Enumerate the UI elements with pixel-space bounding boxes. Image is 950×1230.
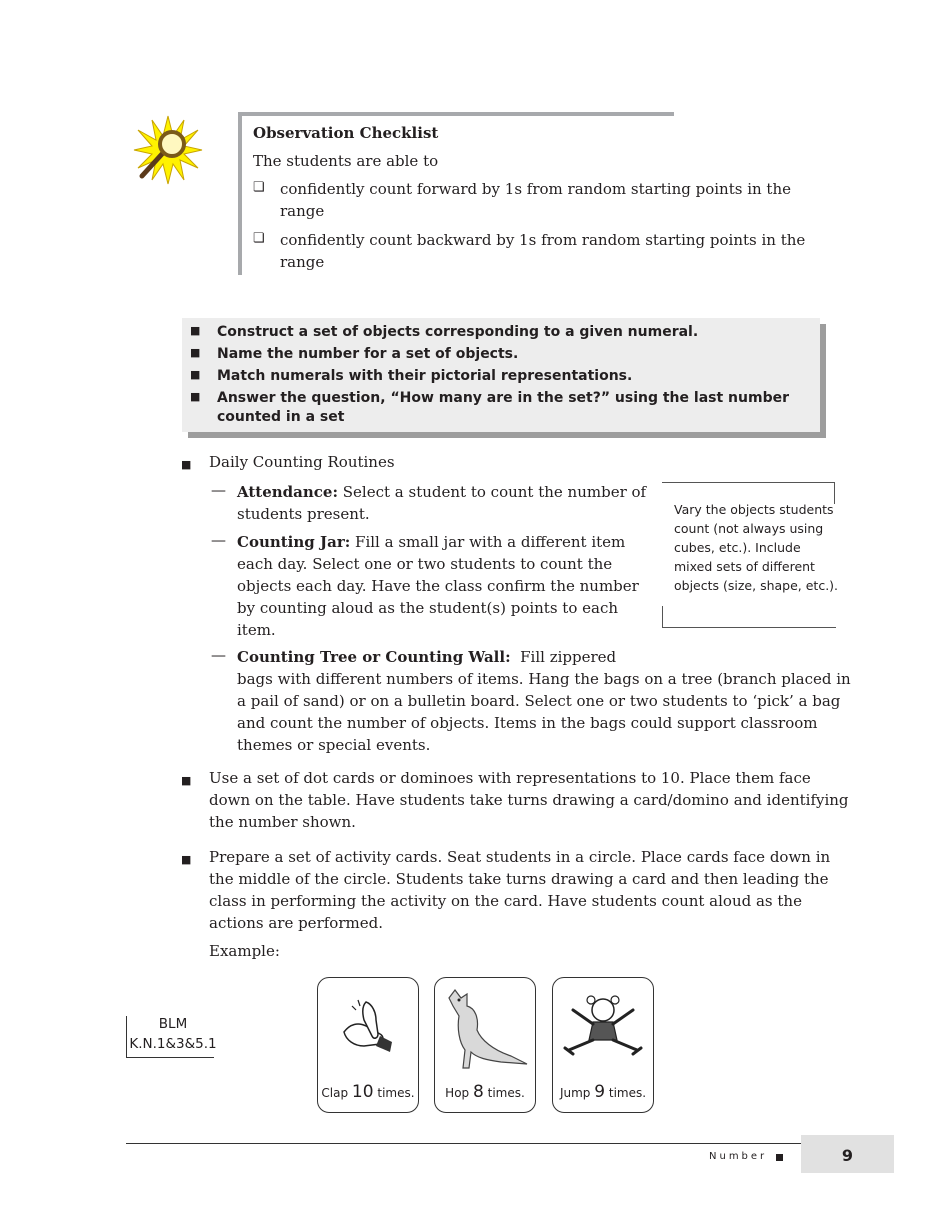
footer-rule — [126, 1143, 802, 1144]
dash-icon: — — [211, 481, 226, 499]
jumping-child-icon — [563, 992, 643, 1062]
bullet-icon: ■ — [181, 458, 192, 471]
checklist-title: Observation Checklist — [253, 124, 439, 142]
checkbox-icon: ❏ — [253, 180, 265, 195]
blm-bottom-border — [126, 1057, 214, 1058]
card-verb: Clap — [321, 1086, 349, 1100]
example-label: Example: — [209, 942, 280, 960]
blm-title: BLM — [158, 1016, 188, 1032]
outcome-item: Construct a set of objects corresponding to a given numeral. — [217, 324, 699, 340]
blm-left-border — [126, 1016, 127, 1058]
blm-code: K.N.1&3&5.1 — [129, 1036, 217, 1052]
outcome-item: Match numerals with their pictorial representations. — [217, 368, 633, 384]
counting-tree-title: Counting Tree or Counting Wall: — [237, 648, 511, 666]
bullet-icon: ■ — [190, 324, 201, 337]
checkbox-icon: ❏ — [253, 231, 265, 246]
card-suffix: times. — [487, 1086, 525, 1100]
note-left-tick — [662, 606, 663, 628]
bullet-icon: ■ — [181, 853, 192, 866]
card-number: 8 — [472, 1082, 484, 1102]
attendance-text: Select a student to count the number of students present. — [237, 483, 647, 523]
outcome-item: Answer the question, “How many are in the set?” using the last number counted in a set — [217, 390, 789, 425]
attendance-title: Attendance: — [237, 483, 339, 501]
bullet-icon: ■ — [190, 368, 201, 381]
checklist-left-border — [238, 112, 242, 275]
card-number: 9 — [594, 1082, 606, 1102]
activity-card-jump — [552, 977, 654, 1113]
counting-jar-item — [237, 531, 642, 641]
footer-square-icon — [776, 1154, 783, 1161]
checklist-item: confidently count forward by 1s from random starting points in the range — [280, 180, 791, 220]
blm-reference — [128, 1014, 218, 1054]
counting-tree-heading — [237, 646, 616, 668]
footer-section: Number — [709, 1151, 768, 1162]
routines-heading: Daily Counting Routines — [209, 453, 395, 471]
checklist-top-border — [238, 112, 674, 116]
counting-tree-lead: Fill zippered — [510, 648, 617, 666]
bullet-icon: ■ — [190, 390, 201, 403]
bullet-icon: ■ — [181, 774, 192, 787]
note-bottom-border — [662, 627, 836, 628]
attendance-item — [237, 481, 647, 525]
kangaroo-icon — [441, 984, 531, 1074]
checklist-intro: The students are able to — [253, 152, 439, 170]
card-number: 10 — [351, 1082, 374, 1102]
magnifier-star-icon — [132, 114, 204, 186]
card-verb: Jump — [559, 1086, 591, 1100]
counting-jar-title: Counting Jar: — [237, 533, 351, 551]
counting-jar-text: Fill a small jar with a different item each day. Select one or two students to count the objects each day. Have the class confirm the number by counting aloud as the student(s) points to each item. — [237, 533, 639, 639]
checklist-item: confidently count backward by 1s from random starting points in the range — [280, 231, 806, 271]
outcome-item: Name the number for a set of objects. — [217, 346, 519, 362]
dash-icon: — — [211, 646, 226, 664]
page-number: 9 — [841, 1146, 854, 1165]
card-suffix: times. — [608, 1086, 647, 1100]
activity-card-clap — [317, 977, 419, 1113]
note-top-border — [662, 482, 834, 483]
card-verb: Hop — [445, 1086, 470, 1100]
bullet-icon: ■ — [190, 346, 201, 359]
dot-cards-paragraph: Use a set of dot cards or dominoes with representations to 10. Place them face down on the table. Have students take turns drawing a card/domino and identifying the number shown. — [209, 769, 849, 831]
card-label — [318, 1082, 418, 1102]
card-label — [435, 1082, 535, 1102]
activity-cards-paragraph: Prepare a set of activity cards. Seat students in a circle. Place cards face down in the middle of the circle. Students take turns drawing a card and then leading the class in performing the activity on the card. Have students count aloud as the actions are performed. — [209, 848, 831, 932]
outcomes-box — [182, 318, 820, 432]
dash-icon: — — [211, 531, 226, 549]
activity-card-hop — [434, 977, 536, 1113]
clapping-hands-icon — [336, 994, 400, 1058]
counting-tree-text: bags with different numbers of items. Hang the bags on a tree (branch placed in a pail of sand) or on a bulletin board. Select one or two students to ‘pick’ a bag and count the number of objects. Items in the bags could support classroom themes or special events. — [237, 670, 851, 754]
card-suffix: times. — [377, 1086, 415, 1100]
card-label — [553, 1082, 653, 1102]
side-note: Vary the objects students count (not always using cubes, etc.). Include mixed sets of different objects (size, shape, etc.). — [674, 502, 839, 593]
